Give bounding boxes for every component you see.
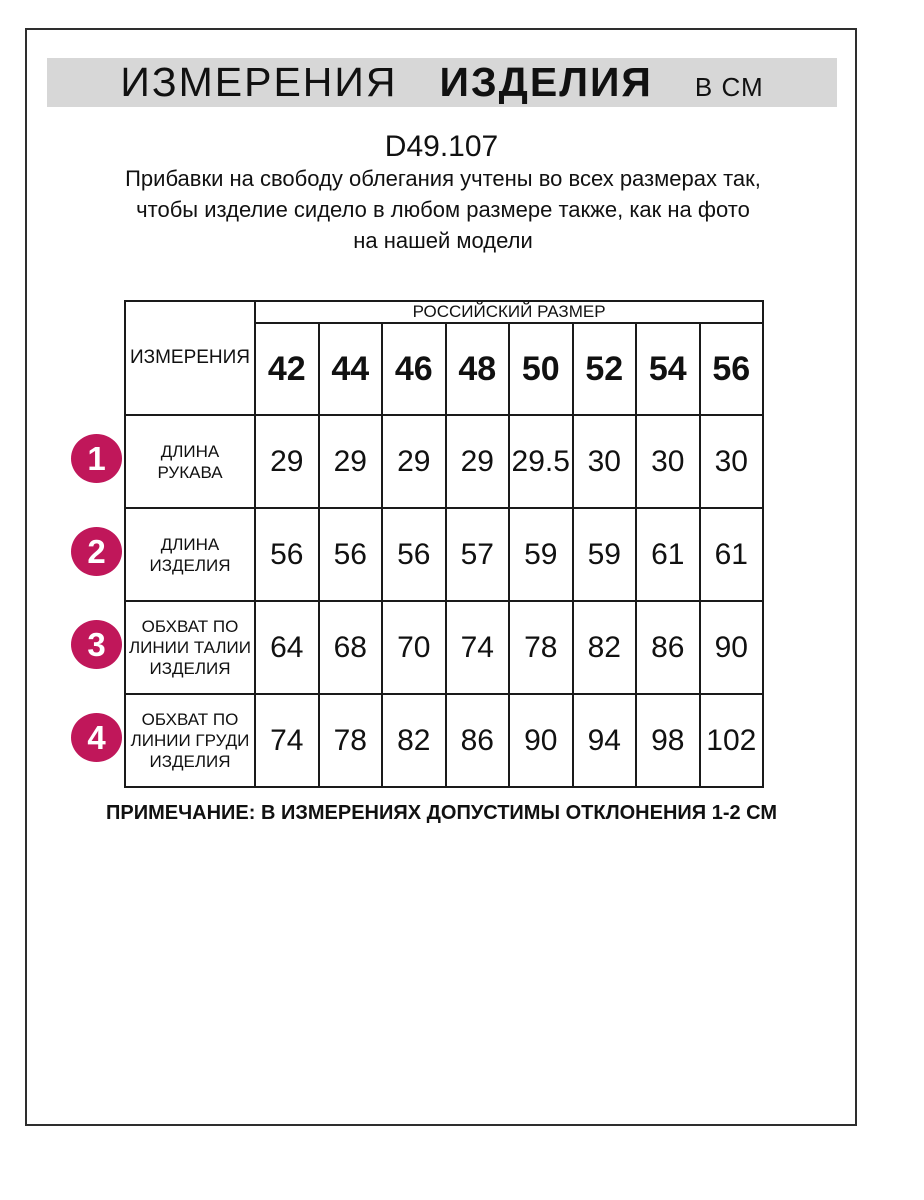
size-header-56: 56	[700, 323, 764, 415]
cell-value: 29	[319, 415, 383, 508]
header-word-measurements: ИЗМЕРЕНИЯ	[120, 59, 398, 105]
cell-value: 86	[636, 601, 700, 694]
row-label-chest-girth: ОБХВАТ ПО ЛИНИИ ГРУДИ ИЗДЕЛИЯ	[125, 694, 255, 787]
cell-value: 86	[446, 694, 510, 787]
row-number-badge-2: 2	[71, 527, 122, 576]
row-label-waist-girth: ОБХВАТ ПО ЛИНИИ ТАЛИИ ИЗДЕЛИЯ	[125, 601, 255, 694]
cell-value: 82	[573, 601, 637, 694]
measurements-corner-cell: ИЗМЕРЕНИЯ	[125, 301, 255, 415]
cell-value: 30	[573, 415, 637, 508]
cell-value: 29	[446, 415, 510, 508]
cell-value: 59	[509, 508, 573, 601]
size-header-50: 50	[509, 323, 573, 415]
measurements-table	[124, 300, 764, 788]
row-label-garment-length: ДЛИНА ИЗДЕЛИЯ	[125, 508, 255, 601]
size-header-46: 46	[382, 323, 446, 415]
row-label-sleeve-length: ДЛИНА РУКАВА	[125, 415, 255, 508]
table-row-garment-length	[125, 508, 763, 601]
cell-value: 98	[636, 694, 700, 787]
table-row-sleeve-length	[125, 415, 763, 508]
cell-value: 90	[700, 601, 764, 694]
table-group-header-row	[125, 301, 763, 323]
tolerance-note: ПРИМЕЧАНИЕ: В ИЗМЕРЕНИЯХ ДОПУСТИМЫ ОТКЛОНЕНИЯ 1-2 СМ	[106, 802, 777, 824]
size-header-44: 44	[319, 323, 383, 415]
cell-value: 78	[509, 601, 573, 694]
cell-value: 29	[382, 415, 446, 508]
table-row-chest-girth	[125, 694, 763, 787]
cell-value: 56	[382, 508, 446, 601]
cell-value: 82	[382, 694, 446, 787]
measurements-table-wrap	[124, 300, 764, 788]
cell-value: 61	[636, 508, 700, 601]
row-number-badge-4: 4	[71, 713, 122, 762]
cell-value: 68	[319, 601, 383, 694]
table-row-waist-girth	[125, 601, 763, 694]
size-header-48: 48	[446, 323, 510, 415]
cell-value: 30	[636, 415, 700, 508]
size-header-52: 52	[573, 323, 637, 415]
header-word-garment: ИЗДЕЛИЯ	[439, 59, 653, 105]
cell-value: 94	[573, 694, 637, 787]
cell-value: 61	[700, 508, 764, 601]
russian-size-header-cell: РОССИЙСКИЙ РАЗМЕР	[255, 301, 763, 323]
header-unit-label: В СМ	[694, 72, 764, 102]
cell-value: 29.5	[509, 415, 573, 508]
cell-value: 74	[255, 694, 319, 787]
size-header-54: 54	[636, 323, 700, 415]
cell-value: 57	[446, 508, 510, 601]
article-code: D49.107	[384, 130, 499, 163]
row-number-badge-1: 1	[71, 434, 122, 483]
fit-description: Прибавки на свободу облегания учтены во всех размерах так, чтобы изделие сидело в любом размере также, как на фото на нашей модели	[125, 166, 761, 253]
cell-value: 59	[573, 508, 637, 601]
size-header-42: 42	[255, 323, 319, 415]
row-number-badge-3: 3	[71, 620, 122, 669]
cell-value: 74	[446, 601, 510, 694]
cell-value: 56	[319, 508, 383, 601]
cell-value: 30	[700, 415, 764, 508]
cell-value: 102	[700, 694, 764, 787]
cell-value: 29	[255, 415, 319, 508]
cell-value: 56	[255, 508, 319, 601]
cell-value: 64	[255, 601, 319, 694]
header-bar	[47, 58, 837, 107]
cell-value: 78	[319, 694, 383, 787]
cell-value: 90	[509, 694, 573, 787]
cell-value: 70	[382, 601, 446, 694]
